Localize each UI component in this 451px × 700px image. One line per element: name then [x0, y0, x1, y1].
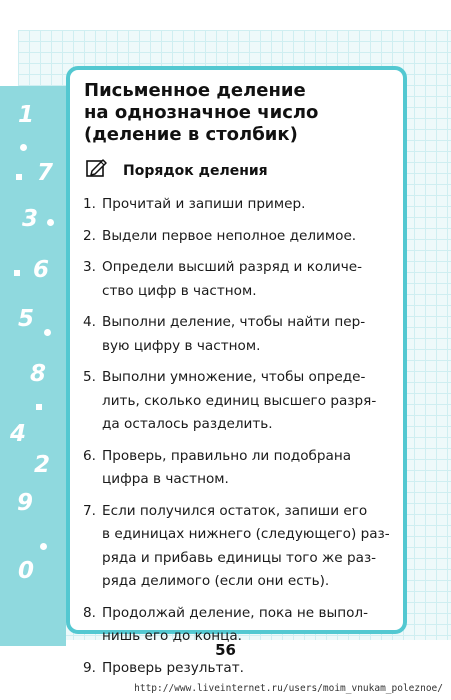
decor-square	[36, 404, 42, 410]
section-heading: Порядок деления	[123, 163, 268, 179]
step-text	[102, 256, 405, 303]
decorative-number-strip	[0, 86, 66, 646]
step-number: 6.	[83, 447, 96, 464]
step-line: да осталось разделить.	[102, 416, 273, 432]
step-text	[102, 657, 405, 681]
decor-dot	[44, 329, 51, 336]
decor-digit: 2	[34, 452, 51, 478]
decor-digit: 4	[10, 421, 27, 447]
decor-digit: 7	[37, 160, 54, 186]
step-number: 4.	[83, 314, 96, 330]
page-title	[84, 80, 399, 146]
step-line: Определи высший разряд и количе-	[102, 259, 363, 275]
step-number: 9.	[83, 659, 96, 676]
decor-dot	[40, 543, 47, 550]
step-line: Если получился остаток, запиши его	[102, 502, 368, 519]
step-text	[102, 366, 405, 437]
list-item	[83, 366, 405, 437]
step-text	[102, 500, 405, 594]
step-line: ряда и прибавь единицы того же раз-	[102, 549, 377, 566]
step-line: Выполни умножение, чтобы опреде-	[102, 369, 366, 385]
step-line: Прочитай и запиши пример.	[102, 196, 306, 212]
step-line: Проверь результат.	[102, 659, 244, 676]
step-line: вую цифру в частном.	[102, 337, 261, 354]
decor-square	[14, 270, 20, 276]
list-item	[83, 657, 405, 681]
decor-digit: 8	[30, 361, 47, 387]
step-line: Продолжай деление, пока не выпол-	[102, 604, 369, 621]
list-item	[83, 193, 405, 217]
title-line: на однозначное число	[84, 102, 319, 123]
decor-digit: 0	[18, 558, 35, 584]
list-item	[83, 256, 405, 303]
step-number: 1.	[83, 196, 96, 212]
steps-list	[83, 193, 405, 688]
step-line: Выдели первое неполное делимое.	[102, 227, 357, 244]
title-line: (деление в столбик)	[84, 124, 298, 145]
decor-digit: 9	[17, 490, 34, 516]
decor-square	[16, 174, 22, 180]
list-item	[83, 445, 405, 492]
decor-digit: 5	[18, 306, 35, 332]
decor-dot	[47, 219, 54, 226]
pencil-checklist-icon	[86, 158, 109, 178]
step-text	[102, 445, 405, 492]
step-line: цифра в частном.	[102, 471, 229, 487]
list-item	[83, 225, 405, 249]
step-text	[102, 193, 405, 217]
step-text	[102, 311, 405, 358]
list-item	[83, 311, 405, 358]
step-number: 3.	[83, 259, 96, 275]
step-line: ряда делимого (если они есть).	[102, 573, 330, 589]
step-line: ство цифр в частном.	[102, 282, 257, 299]
decor-dot	[20, 144, 27, 151]
step-number: 8.	[83, 604, 96, 621]
step-number: 5.	[83, 369, 96, 385]
step-line: в единицах нижнего (следующего) раз-	[102, 526, 390, 542]
step-text	[102, 225, 405, 249]
step-line: лить, сколько единиц высшего разря-	[102, 392, 377, 409]
list-item	[83, 500, 405, 594]
decor-digit: 6	[33, 257, 50, 283]
step-number: 7.	[83, 502, 96, 519]
step-number: 2.	[83, 227, 96, 244]
decor-digit: 3	[22, 206, 39, 232]
step-line: нишь его до конца.	[102, 628, 242, 644]
page-number: 56	[215, 641, 236, 659]
step-line: Проверь, правильно ли подобрана	[102, 447, 352, 464]
source-url: http://www.liveinternet.ru/users/moim_vnukam_poleznoe/	[134, 683, 443, 694]
decor-digit: 1	[18, 102, 35, 128]
title-line: Письменное деление	[84, 80, 306, 101]
step-line: Выполни деление, чтобы найти пер-	[102, 314, 366, 330]
